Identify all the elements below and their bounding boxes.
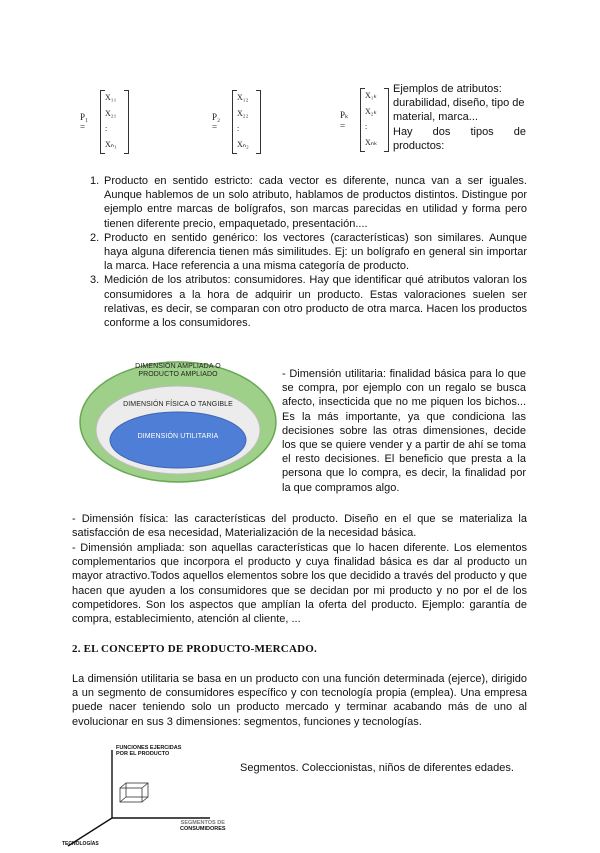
inner-ellipse-label: DIMENSIÓN UTILITARIA — [137, 433, 219, 440]
section-paragraph: La dimensión utilitaria se basa en un producto con una función determinada (ejerce), dirigido a un segmento de consumidores específico y con tecnología propia (emplea). Una empresa puede nacer teniendo solo un producto mercado y terminar acabando más de uno al evolucionar en sus 3 dimensiones: segmentos, funciones y tecnologías. — [72, 673, 527, 728]
z-axis-label: TECNOLOGÍAS — [62, 841, 99, 847]
list-item — [72, 231, 527, 274]
product-dimensions-diagram — [78, 360, 278, 484]
attributes-note-line: Hay dos tipos de — [393, 125, 526, 138]
y-axis-label — [116, 745, 181, 757]
vector-p1-cell: X₁₁ — [105, 93, 117, 102]
y-axis-label-line: POR EL PRODUCTO — [116, 751, 170, 757]
list-item-number: 3. — [90, 274, 100, 287]
list-item — [72, 273, 527, 330]
cube-icon — [120, 783, 148, 802]
list-item-text: Producto en sentido estricto: cada vector es diferente, nunca van a ser iguales. Aunque hablemos de un solo atributo, hablamos de productos distintos. Distingue por ejemplo entre marcas de bolígrafos, son marcas parecidas en utilidad y forma pero tienen diferente precio, empaquetado, presentación.... — [104, 175, 527, 230]
attributes-note-line: material, marca... — [393, 111, 478, 124]
vector-p1-cell: X₂₁ — [105, 108, 117, 118]
inner-ellipse — [110, 412, 246, 468]
vector-p1-label: P₁ = — [80, 112, 89, 132]
outer-ellipse-label-line: DIMENSIÓN AMPLIADA O — [135, 363, 221, 370]
vector-p2-label: P₂ = — [212, 112, 221, 132]
vector-pk-label: Pₖ = — [340, 110, 349, 131]
vector-p2-cell: X₂₂ — [237, 108, 249, 118]
product-market-axes — [60, 740, 240, 848]
list-item-number: 1. — [90, 175, 100, 187]
segments-note: Segmentos. Coleccionistas, niños de diferentes edades. — [240, 762, 514, 774]
x-axis-label — [180, 820, 226, 832]
vector-pk-cell: X₁ₖ — [365, 91, 377, 100]
list-item-number: 2. — [90, 231, 100, 244]
vector-pk-cell: Xₙₖ — [365, 137, 378, 147]
outer-ellipse-label — [118, 363, 238, 379]
attributes-note-line: Ejemplos de atributos: — [393, 83, 502, 95]
vector-p1-cell: : — [105, 124, 108, 133]
list-item-text: Producto en sentido genérico: los vectores (características) son similares. Aunque haya alguna diferencia tienen más similitudes. Ej: un bolígrafo en general sin importar la marca. Hace referencia a una misma categoría de producto. — [104, 231, 527, 273]
vector-pk-cell: : — [365, 122, 368, 131]
vector-p1-cell: Xₙ₁ — [105, 139, 117, 149]
x-axis-label-line: CONSUMIDORES — [180, 826, 226, 832]
vector-p2-cell: Xₙ₂ — [237, 139, 249, 149]
ampliada-paragraph: - Dimensión ampliada: son aquellas características que lo hacen diferente. Los elementos complementarios que incorpora el producto y cuya finalidad básica es dar al producto un mayor atractivo.Todos aquellos elementos sobre los que decidido a través del producto y que hacen que ayuden a los consumidores que se decidan por mi producto y no por el de los competidores. Son los aspectos que amplían la oferta del producto. Ejemplo: garantía de compra, establecimiento, atención al cliente, ... — [72, 542, 527, 626]
vector-pk-cell: X₂ₖ — [365, 106, 377, 116]
attributes-note — [393, 82, 526, 153]
list-item — [72, 174, 527, 231]
x-axis-label-line: SEGMENTOS DE — [180, 820, 225, 826]
attributes-note-line: durabilidad, diseño, tipo de — [393, 97, 525, 110]
vector-p2-cell: : — [237, 124, 240, 133]
y-axis-label-line: FUNCIONES EJERCIDAS — [116, 745, 182, 751]
attributes-note-line: productos: — [393, 139, 445, 152]
middle-ellipse-label: DIMENSIÓN FÍSICA O TANGIBLE — [123, 401, 233, 408]
fisica-paragraph: - Dimensión física: las características del producto. Diseño en el que se materializa la satisfacción de esa necesidad, Materialización de la necesidad básica. — [72, 513, 527, 540]
utilitaria-paragraph: - Dimensión utilitaria: finalidad básica para lo que se compra, por ejemplo con un regalo se busca afecto, insecticida que no me piquen los bichos... Es la más importante, ya que condiciona las decisiones sobre las otras dimensiones, decide los que se quiere vender y a partir de ahí se toma el resto decisiones. El beneficio que presta a la persona que lo compra, es decir, la finalidad por la que compramos algo. — [282, 368, 526, 494]
vector-p2-cell: X₁₂ — [237, 93, 249, 102]
list-item-text: Medición de los atributos: consumidores. Hay que identificar qué atributos valoran los consumidores a la hora de adquirir un producto. Estas valoraciones suelen ser relativas, es decir, se comparan con otro producto de otra marca. Hacen los productos conforme a los consumidores. — [104, 274, 527, 330]
outer-ellipse-label-line: PRODUCTO AMPLIADO — [138, 371, 218, 378]
product-types-list — [72, 174, 527, 330]
section-heading: 2. EL CONCEPTO DE PRODUCTO-MERCADO. — [72, 643, 317, 655]
